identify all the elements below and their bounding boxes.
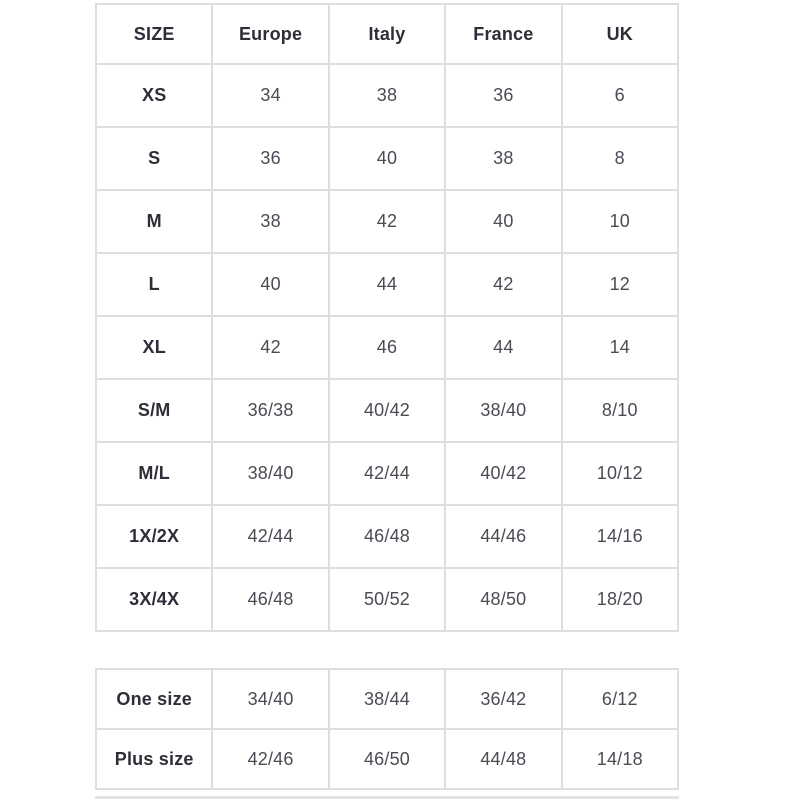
size-label: S xyxy=(96,127,212,190)
italy-value: 44 xyxy=(329,253,445,316)
europe-value: 40 xyxy=(212,253,328,316)
header-row xyxy=(96,4,678,64)
row-plus-size xyxy=(96,729,678,789)
france-value: 44/48 xyxy=(445,729,561,789)
col-header-size: SIZE xyxy=(96,4,212,64)
italy-value: 46/50 xyxy=(329,729,445,789)
uk-value: 14/16 xyxy=(562,505,678,568)
europe-value: 38/40 xyxy=(212,442,328,505)
size-label: S/M xyxy=(96,379,212,442)
europe-value: 34 xyxy=(212,64,328,127)
row-xl xyxy=(96,316,678,379)
uk-value: 10 xyxy=(562,190,678,253)
row-one-size xyxy=(96,669,678,729)
france-value: 44/46 xyxy=(445,505,561,568)
uk-value: 6 xyxy=(562,64,678,127)
uk-value: 14 xyxy=(562,316,678,379)
size-label: Plus size xyxy=(96,729,212,789)
partial-next-table-top-border xyxy=(95,796,679,799)
europe-value: 46/48 xyxy=(212,568,328,631)
france-value: 40/42 xyxy=(445,442,561,505)
size-label: XL xyxy=(96,316,212,379)
france-value: 42 xyxy=(445,253,561,316)
size-conversion-table xyxy=(95,3,679,632)
france-value: 36 xyxy=(445,64,561,127)
italy-value: 50/52 xyxy=(329,568,445,631)
italy-value: 40/42 xyxy=(329,379,445,442)
size-label: 1X/2X xyxy=(96,505,212,568)
france-value: 38 xyxy=(445,127,561,190)
italy-value: 42/44 xyxy=(329,442,445,505)
france-value: 36/42 xyxy=(445,669,561,729)
uk-value: 14/18 xyxy=(562,729,678,789)
uk-value: 8 xyxy=(562,127,678,190)
uk-value: 6/12 xyxy=(562,669,678,729)
uk-value: 18/20 xyxy=(562,568,678,631)
row-l xyxy=(96,253,678,316)
size-label: M xyxy=(96,190,212,253)
europe-value: 34/40 xyxy=(212,669,328,729)
col-header-italy: Italy xyxy=(329,4,445,64)
france-value: 48/50 xyxy=(445,568,561,631)
col-header-europe: Europe xyxy=(212,4,328,64)
row-m xyxy=(96,190,678,253)
italy-value: 42 xyxy=(329,190,445,253)
europe-value: 36 xyxy=(212,127,328,190)
size-label: M/L xyxy=(96,442,212,505)
france-value: 38/40 xyxy=(445,379,561,442)
row-sm xyxy=(96,379,678,442)
france-value: 44 xyxy=(445,316,561,379)
europe-value: 36/38 xyxy=(212,379,328,442)
row-xs xyxy=(96,64,678,127)
row-3x4x xyxy=(96,568,678,631)
europe-value: 42/44 xyxy=(212,505,328,568)
italy-value: 46 xyxy=(329,316,445,379)
italy-value: 40 xyxy=(329,127,445,190)
italy-value: 38 xyxy=(329,64,445,127)
europe-value: 42/46 xyxy=(212,729,328,789)
size-label: L xyxy=(96,253,212,316)
size-label: 3X/4X xyxy=(96,568,212,631)
italy-value: 46/48 xyxy=(329,505,445,568)
europe-value: 38 xyxy=(212,190,328,253)
row-1x2x xyxy=(96,505,678,568)
france-value: 40 xyxy=(445,190,561,253)
col-header-france: France xyxy=(445,4,561,64)
col-header-uk: UK xyxy=(562,4,678,64)
italy-value: 38/44 xyxy=(329,669,445,729)
row-s xyxy=(96,127,678,190)
europe-value: 42 xyxy=(212,316,328,379)
uk-value: 12 xyxy=(562,253,678,316)
row-ml xyxy=(96,442,678,505)
uk-value: 8/10 xyxy=(562,379,678,442)
size-label: One size xyxy=(96,669,212,729)
special-sizes-table xyxy=(95,668,679,790)
uk-value: 10/12 xyxy=(562,442,678,505)
size-label: XS xyxy=(96,64,212,127)
